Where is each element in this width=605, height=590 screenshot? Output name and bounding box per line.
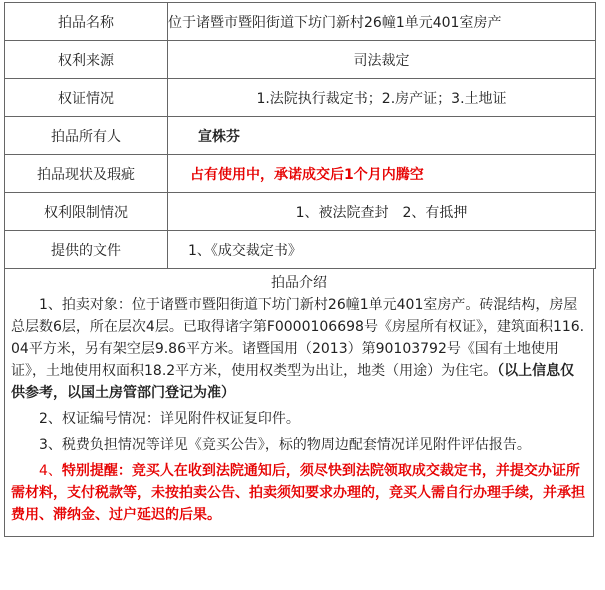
row-label-item-name: 拍品名称: [5, 3, 168, 41]
intro-paragraph-3: 3、税费负担情况等详见《竞买公告》，标的物周边配套情况详见附件评估报告。: [39, 437, 531, 453]
intro-title: 拍品介绍: [271, 275, 327, 291]
row-value-right-source: 司法裁定: [168, 41, 596, 79]
intro-p1-text: 1、拍卖对象：位于诸暨市暨阳街道下坊门新村26幢1单元401室房产。砖混结构，房屋总层数6层，所在层次4层。已取得诸字第F0000106698号《房屋所有权证》，建筑面积116.04平方米，另有架空层9.86平方米。诸暨国用（2013）第90103792号《国有土地使用证》，土地使用权面积18.2平方米，使用权类型为出让，地类（用途）为住宅。: [11, 297, 585, 379]
row-value-item-name: 位于诸暨市暨阳街道下坊门新村26幢1单元401室房产: [168, 3, 596, 41]
table-row: [5, 117, 596, 155]
table-row: [5, 193, 596, 231]
info-table: [4, 2, 596, 269]
intro-p1-note: （以上信息仅供参考，以国土房管部门登记为准）: [11, 363, 575, 401]
row-value-certificates: 1.法院执行裁定书；2.房产证；3.土地证: [168, 79, 596, 117]
intro-paragraph-4: [11, 460, 587, 526]
auction-info: [4, 2, 596, 537]
item-introduction: [4, 269, 594, 537]
table-row: [5, 79, 596, 117]
intro-p4-number: 4、: [39, 463, 62, 479]
intro-paragraph-1: [11, 294, 587, 404]
row-label-owner: 拍品所有人: [5, 117, 168, 155]
row-label-documents: 提供的文件: [5, 231, 168, 269]
row-value-condition: 占有使用中，承诺成交后1个月内腾空: [168, 155, 596, 193]
table-row: [5, 231, 596, 269]
row-value-restrictions: 1、被法院查封 2、有抵押: [168, 193, 596, 231]
intro-p4-text: 特别提醒：竞买人在收到法院通知后，须尽快到法院领取成交裁定书，并提交办证所需材料，支付税款等，未按拍卖公告、拍卖须知要求办理的，竞买人需自行办理手续，并承担费用、滞纳金、过户延迟的后果。: [11, 463, 585, 523]
row-label-certificates: 权证情况: [5, 79, 168, 117]
table-row: [5, 155, 596, 193]
row-label-condition: 拍品现状及瑕疵: [5, 155, 168, 193]
intro-paragraph-2: 2、权证编号情况：详见附件权证复印件。: [39, 411, 300, 427]
row-label-restrictions: 权利限制情况: [5, 193, 168, 231]
table-row: [5, 3, 596, 41]
table-row: [5, 41, 596, 79]
row-value-documents: 1、《成交裁定书》: [168, 231, 596, 269]
row-label-right-source: 权利来源: [5, 41, 168, 79]
row-value-owner: 宣株芬: [168, 117, 596, 155]
